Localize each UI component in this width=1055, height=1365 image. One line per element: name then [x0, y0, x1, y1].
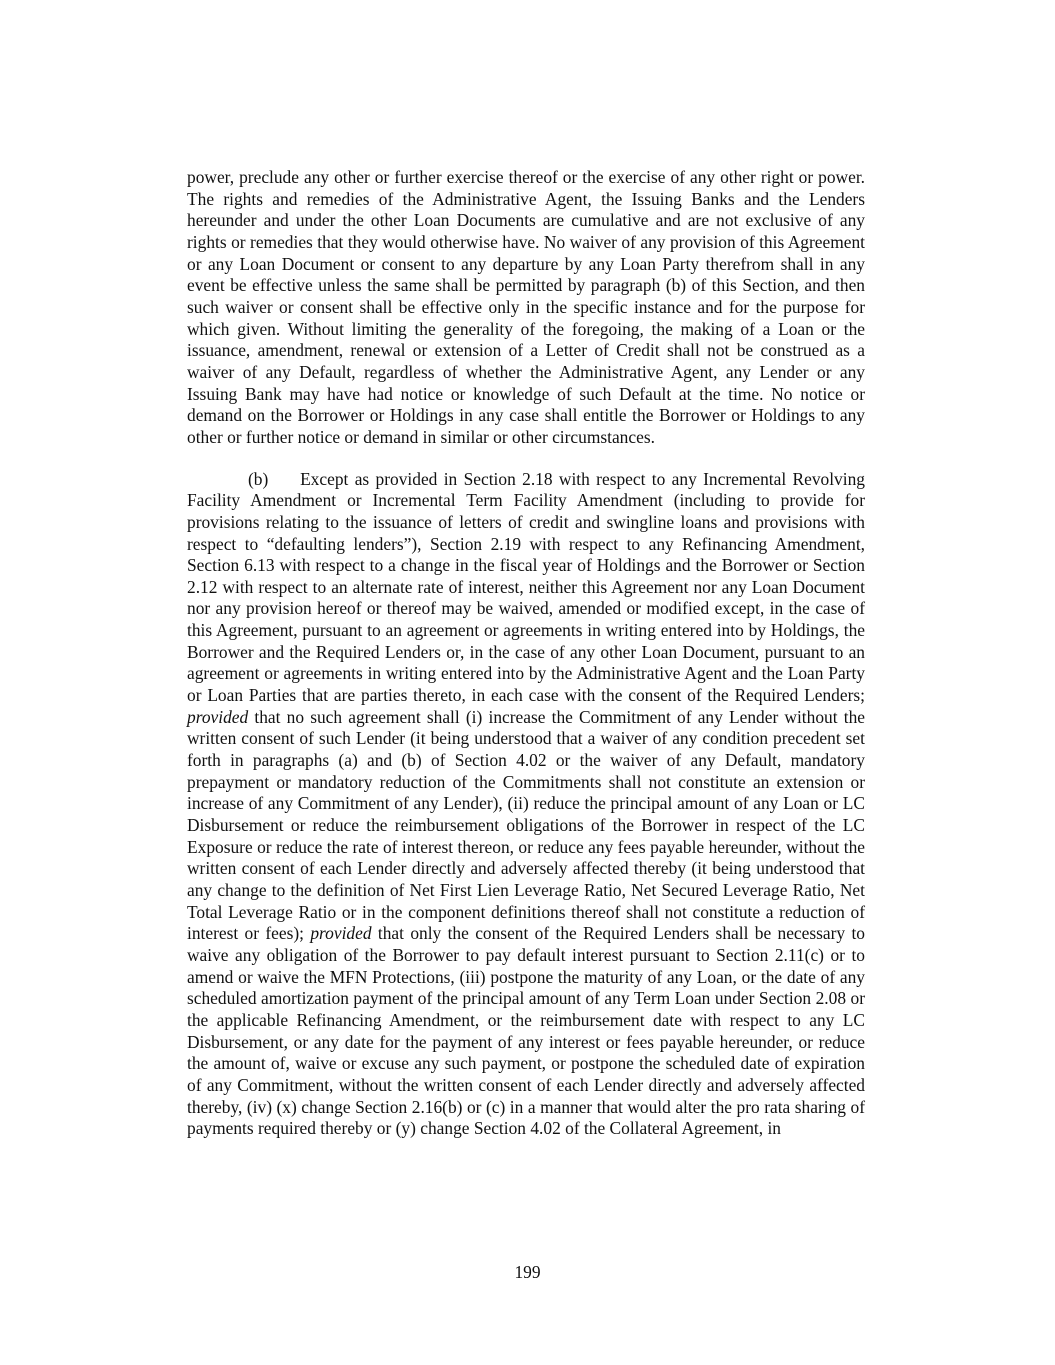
paragraph-b: [187, 469, 865, 1140]
paragraph-b-text-2: that no such agreement shall (i) increase the Commitment of any Lender without the written consent of such Lender (it being understood that a waiver of any condition precedent set forth in paragraphs (a) and (b) of Section 4.02 or the waiver of any Default, mandatory prepayment or mandatory reduction of the Commitments shall not constitute an extension or increase of any Commitment of any Lender), (ii) reduce the principal amount of any Loan or LC Disbursement or reduce the reimbursement obligations of the Borrower in respect of the LC Exposure or reduce the rate of interest thereon, or reduce any fees payable hereunder, without the written consent of each Lender directly and adversely affected thereby (it being understood that any change to the definition of Net First Lien Leverage Ratio, Net Secured Leverage Ratio, Net Total Leverage Ratio or in the component definitions thereof shall not constitute a reduction of interest or fees);: [187, 706, 865, 944]
paragraph-b-text-1: Except as provided in Section 2.18 with respect to any Incremental Revolving Facility Amendment or Incremental Term Facility Amendment (including to provide for provisions relating to the issuance of letters of credit and swingline loans and provisions with respect to “defaulting lenders”), Section 2.19 with respect to any Refinancing Amendment, Section 6.13 with respect to a change in the fiscal year of Holdings and the Borrower or Section 2.12 with respect to an alternate rate of interest, neither this Agreement nor any Loan Document nor any provision hereof or thereof may be waived, amended or modified except, in the case of this Agreement, pursuant to an agreement or agreements in writing entered into by Holdings, the Borrower and the Required Lenders or, in the case of any other Loan Document, pursuant to an agreement or agreements in writing entered into by the Administrative Agent and the Loan Party or Loan Parties that are parties thereto, in each case with the consent of the Required Lenders;: [187, 468, 865, 706]
provided-italic-1: provided: [187, 706, 249, 727]
paragraph-b-text-3: that only the consent of the Required Lenders shall be necessary to waive any obligation of the Borrower to pay default interest pursuant to Section 2.11(c) or to amend or waive the MFN Protections, (iii) postpone the maturity of any Loan, or the date of any scheduled amortization payment of the principal amount of any Term Loan under Section 2.08 or the applicable Refinancing Amendment, or the reimbursement date with respect to any LC Disbursement, or any date for the payment of any interest or fees payable hereunder, or reduce the amount of, waive or excuse any such payment, or postpone the scheduled date of expiration of any Commitment, without the written consent of each Lender directly and adversely affected thereby, (iv) (x) change Section 2.16(b) or (c) in a manner that would alter the pro rata sharing of payments required thereby or (y) change Section 4.02 of the Collateral Agreement, in: [187, 923, 865, 1139]
document-page: [187, 167, 865, 1140]
page-number: 199: [514, 1262, 541, 1282]
provided-italic-2: provided: [310, 923, 372, 944]
paragraph-b-label: (b): [248, 468, 269, 489]
paragraph-a-continuation: power, preclude any other or further exercise thereof or the exercise of any other right or power. The rights and remedies of the Administrative Agent, the Issuing Banks and the Lenders hereunder and under the other Loan Documents are cumulative and are not exclusive of any rights or remedies that they would otherwise have. No waiver of any provision of this Agreement or any Loan Document or consent to any departure by any Loan Party therefrom shall in any event be effective unless the same shall be permitted by paragraph (b) of this Section, and then such waiver or consent shall be effective only in the specific instance and for the purpose for which given. Without limiting the generality of the foregoing, the making of a Loan or the issuance, amendment, renewal or extension of a Letter of Credit shall not be construed as a waiver of any Default, regardless of whether the Administrative Agent, any Lender or any Issuing Bank may have had notice or knowledge of such Default at the time. No notice or demand on the Borrower or Holdings in any case shall entitle the Borrower or Holdings to any other or further notice or demand in similar or other circumstances.: [187, 167, 865, 447]
